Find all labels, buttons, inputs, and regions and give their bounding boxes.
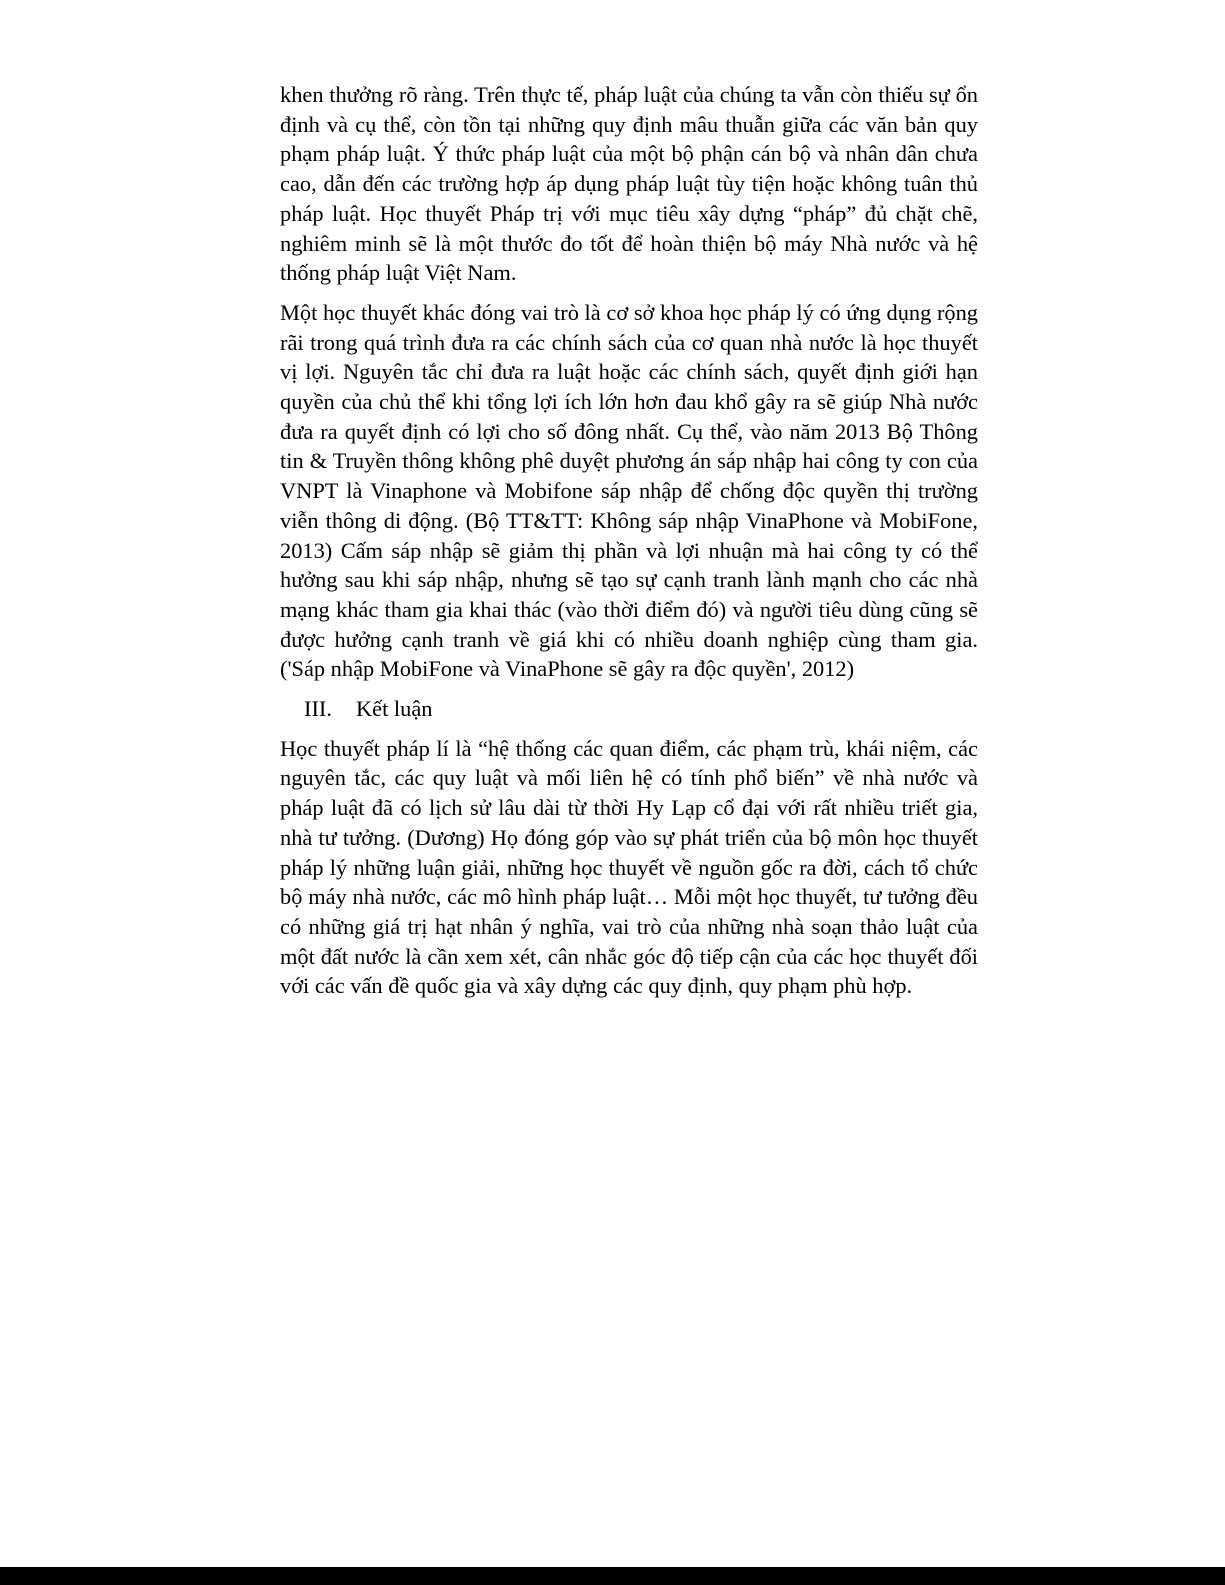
paragraph-utilitarianism: Một học thuyết khác đóng vai trò là cơ sở khoa học pháp lý có ứng dụng rộng rãi trong quá trình đưa ra các chính sách của cơ quan nhà nước là học thuyết vị lợi. Nguyên tắc chỉ đưa ra luật hoặc các chính sách, quyết định giới hạn quyền của chủ thể khi tổng lợi ích lớn hơn đau khổ gây ra sẽ giúp Nhà nước đưa ra quyết định có lợi cho số đông nhất. Cụ thể, vào năm 2013 Bộ Thông tin & Truyền thông không phê duyệt phương án sáp nhập hai công ty con của VNPT là Vinaphone và Mobifone sáp nhập để chống độc quyền thị trường viễn thông di động. (Bộ TT&TT: Không sáp nhập VinaPhone và MobiFone, 2013) Cấm sáp nhập sẽ giảm thị phần và lợi nhuận mà hai công ty có thể hưởng sau khi sáp nhập, nhưng sẽ tạo sự cạnh tranh lành mạnh cho các nhà mạng khác tham gia khai thác (vào thời điểm đó) và người tiêu dùng cũng sẽ được hưởng cạnh tranh về giá khi có nhiều doanh nghiệp cùng tham gia. ('Sáp nhập MobiFone và VinaPhone sẽ gây ra độc quyền', 2012) — [280, 299, 978, 682]
bottom-edge-bar — [0, 1567, 1225, 1585]
document-body — [280, 80, 978, 1011]
paragraph-legalism: khen thưởng rõ ràng. Trên thực tế, pháp luật của chúng ta vẫn còn thiếu sự ổn định và cụ thể, còn tồn tại những quy định mâu thuẫn giữa các văn bản quy phạm pháp luật. Ý thức pháp luật của một bộ phận cán bộ và nhân dân chưa cao, dẫn đến các trường hợp áp dụng pháp luật tùy tiện hoặc không tuân thủ pháp luật. Học thuyết Pháp trị với mục tiêu xây dựng “pháp” đủ chặt chẽ, nghiêm minh sẽ là một thước đo tốt để hoàn thiện bộ máy Nhà nước và hệ thống pháp luật Việt Nam. — [280, 82, 978, 286]
section-title: Kết luận — [356, 696, 433, 722]
section-number: III. — [304, 696, 332, 722]
section-heading — [280, 694, 978, 724]
paragraph-conclusion: Học thuyết pháp lí là “hệ thống các quan điểm, các phạm trù, khái niệm, các nguyên tắc, các quy luật và mối liên hệ có tính phổ biến” về nhà nước và pháp luật đã có lịch sử lâu dài từ thời Hy Lạp cổ đại với rất nhiều triết gia, nhà tư tưởng. (Dương) Họ đóng góp vào sự phát triển của bộ môn học thuyết pháp lý những luận giải, những học thuyết về nguồn gốc ra đời, cách tổ chức bộ máy nhà nước, các mô hình pháp luật… Mỗi một học thuyết, tư tưởng đều có những giá trị hạt nhân ý nghĩa, vai trò của những nhà soạn thảo luật của một đất nước là cần xem xét, cân nhắc góc độ tiếp cận của các học thuyết đối với các vấn đề quốc gia và xây dựng các quy định, quy phạm phù hợp. — [280, 735, 978, 999]
